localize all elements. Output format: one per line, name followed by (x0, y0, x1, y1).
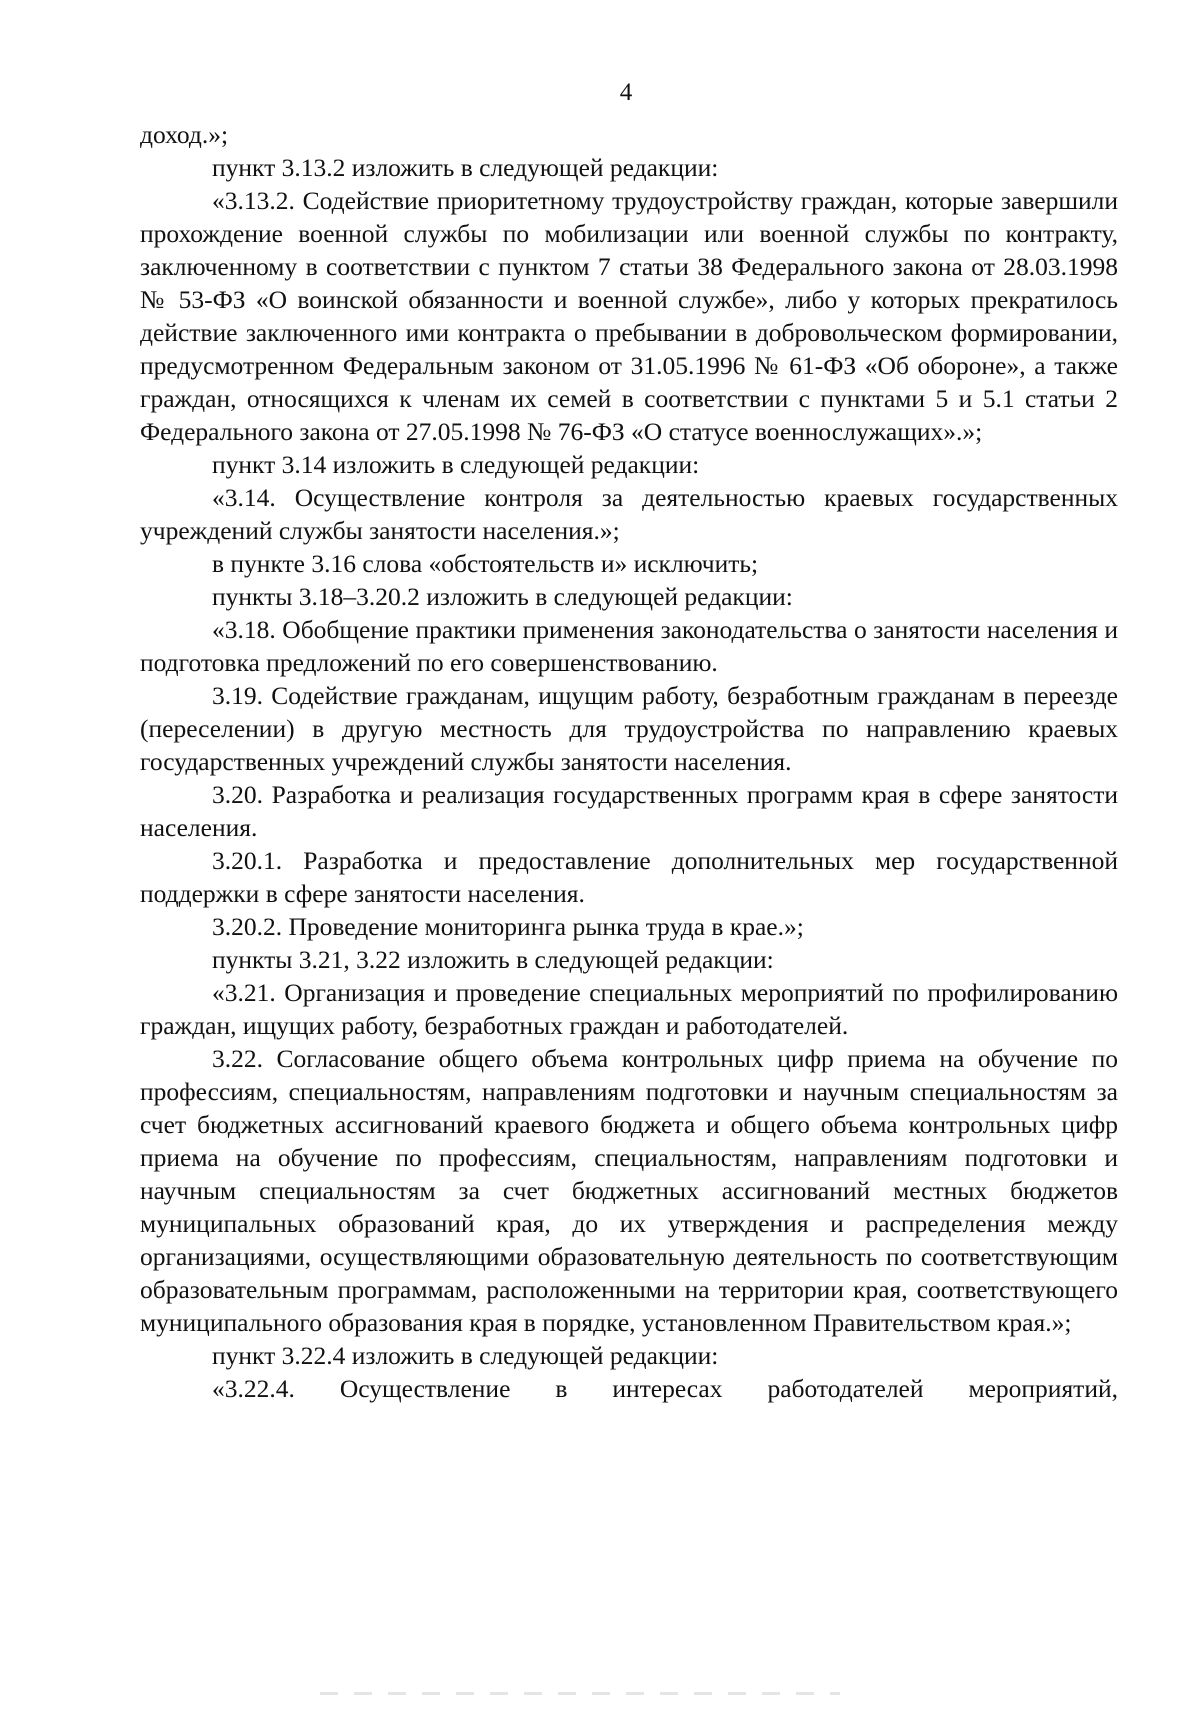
paragraph-amend-3-14-intro: пункт 3.14 изложить в следующей редакции: (212, 450, 700, 479)
paragraph-doход-end: доход.»; (140, 120, 229, 149)
page-number: 4 (619, 79, 633, 106)
paragraph-amend-3-18-intro: пункты 3.18–3.20.2 изложить в следующей редакции: (212, 582, 793, 611)
paragraph-3-22: 3.22. Согласование общего объема контрольных цифр приема на обучение по профессиям, специальностям, направлениям подготовки и научным специальностям за счет бюджетных ассигнований краевого бюджета и общего объема контрольных цифр приема на обучение по профессиям, специальностям, направлениям подготовки и научным специальностям за счет бюджетных ассигнований местных бюджетов муниципальных образований края, до их утверждения и распределения между организациями, осуществляющими образовательную деятельность по соответствующим образовательным программам, расположенными на территории края, соответствующего муниципального образования края в порядке, установленном Правительством края.»; (140, 1044, 1118, 1337)
paragraph-3-21: «3.21. Организация и проведение специальных мероприятий по профилированию граждан, ищущих работу, безработных граждан и работодателей. (140, 978, 1118, 1040)
paragraph-3-22-4: «3.22.4. Осуществление в интересах работодателей мероприятий, (212, 1374, 1118, 1403)
document-body (140, 118, 1118, 1405)
paragraph-3-19: 3.19. Содействие гражданам, ищущим работу, безработным гражданам в переезде (переселении) в другую местность для трудоустройства по направлению краевых государственных учреждений службы занятости населения. (140, 681, 1118, 776)
paragraph-3-13-2: «3.13.2. Содействие приоритетному трудоустройству граждан, которые завершили прохождение военной службы по мобилизации или военной службы по контракту, заключенному в соответствии с пунктом 7 статьи 38 Федерального закона от 28.03.1998 № 53-ФЗ «О воинской обязанности и военной службе», либо у которых прекратилось действие заключенного ими контракта о пребывании в добровольческом формировании, предусмотренном Федеральным законом от 31.05.1996 № 61-ФЗ «Об обороне», а также граждан, относящихся к членам их семей в соответствии с пунктами 5 и 5.1 статьи 2 Федерального закона от 27.05.1998 № 76-ФЗ «О статусе военнослужащих».»; (140, 186, 1118, 446)
paragraph-3-14: «3.14. Осуществление контроля за деятельностью краевых государственных учреждений службы занятости населения.»; (140, 483, 1118, 545)
paragraph-amend-3-16: в пункте 3.16 слова «обстоятельств и» исключить; (212, 549, 759, 578)
paragraph-amend-3-22-4-intro: пункт 3.22.4 изложить в следующей редакции: (212, 1341, 719, 1370)
paragraph-3-20-2: 3.20.2. Проведение мониторинга рынка труда в крае.»; (212, 912, 804, 941)
paragraph-amend-3-21-intro: пункты 3.21, 3.22 изложить в следующей редакции: (212, 945, 774, 974)
paragraph-3-20: 3.20. Разработка и реализация государственных программ края в сфере занятости населения. (140, 780, 1118, 842)
scan-bleed-through (320, 1692, 840, 1695)
paragraph-3-20-1: 3.20.1. Разработка и предоставление дополнительных мер государственной поддержки в сфере занятости населения. (140, 846, 1118, 908)
paragraph-3-18: «3.18. Обобщение практики применения законодательства о занятости населения и подготовка предложений по его совершенствованию. (140, 615, 1118, 677)
paragraph-amend-3-13-2-intro: пункт 3.13.2 изложить в следующей редакции: (212, 153, 719, 182)
